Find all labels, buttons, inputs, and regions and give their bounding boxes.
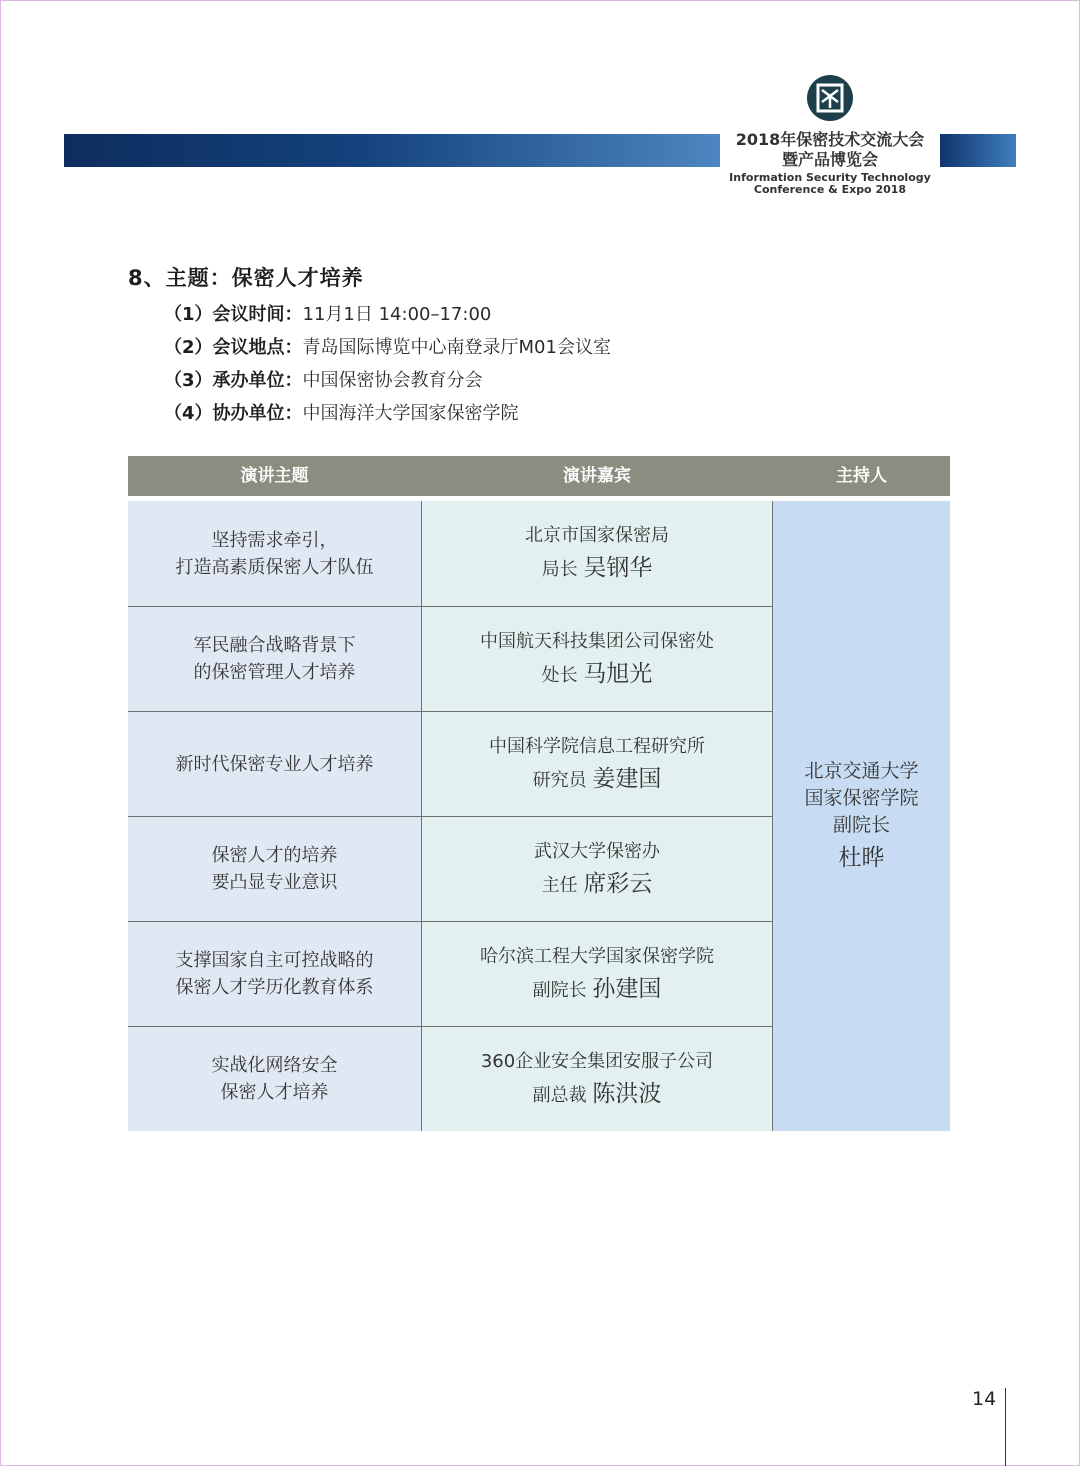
conference-logo-icon — [806, 74, 854, 122]
speaker-org: 哈尔滨工程大学国家保密学院 — [480, 945, 714, 967]
conference-title-line2: 暨产品博览会 — [781, 150, 878, 169]
speaker-cell — [421, 607, 773, 711]
host-org-line2: 国家保密学院 — [804, 786, 919, 809]
speaker-cell — [421, 817, 773, 921]
topic-cell — [128, 1027, 421, 1131]
speaker-person — [533, 974, 662, 1006]
header-speaker: 演讲嘉宾 — [563, 466, 631, 486]
detail-co-organizer — [164, 399, 519, 425]
speaker-title: 研究员 — [532, 769, 587, 791]
host-cell — [773, 501, 950, 1131]
host-title: 副院长 — [832, 813, 890, 836]
detail-label: （2）会议地点： — [164, 337, 303, 358]
topic-line: 新时代保密专业人才培养 — [175, 753, 374, 775]
conference-title-line1: 2018年保密技术交流大会 — [735, 130, 925, 149]
topic-cell — [128, 501, 421, 606]
detail-value: 青岛国际博览中心南登录厅M01会议室 — [302, 337, 611, 358]
topic-line: 实战化网络安全 — [211, 1055, 338, 1076]
speaker-person — [542, 553, 653, 585]
conference-title — [722, 130, 938, 170]
topic-line: 坚持需求牵引， — [211, 529, 338, 551]
topic-cell — [128, 712, 421, 816]
table-header — [128, 456, 950, 496]
detail-venue — [164, 333, 611, 359]
detail-label: （3）承办单位： — [164, 370, 303, 391]
speaker-name: 吴钢华 — [583, 555, 653, 581]
speaker-org: 中国航天科技集团公司保密处 — [480, 630, 714, 652]
section-title: 8、主题：保密人才培养 — [128, 266, 364, 290]
conference-en-line1: Information Security Technology — [729, 171, 931, 184]
detail-value: 11月1日 14:00–17:00 — [302, 304, 492, 325]
speaker-name: 孙建国 — [592, 975, 662, 1002]
header-band-right — [940, 134, 1016, 167]
speaker-name: 陈洪波 — [592, 1080, 662, 1107]
host-org-line1: 北京交通大学 — [804, 759, 919, 782]
speaker-person — [542, 659, 653, 691]
speaker-org: 360企业安全集团安服子公司 — [480, 1050, 714, 1072]
detail-label: （4）协办单位： — [164, 403, 303, 424]
conference-en-line2: Conference & Expo 2018 — [753, 183, 907, 196]
topic-line: 的保密管理人才培养 — [193, 662, 356, 683]
header-topic: 演讲主题 — [240, 466, 309, 486]
topic-cell — [128, 922, 421, 1026]
detail-organizer — [164, 366, 483, 392]
speaker-name: 马旭光 — [583, 660, 653, 687]
speaker-org: 武汉大学保密办 — [534, 840, 660, 862]
page-number-rule — [1005, 1388, 1006, 1466]
speaker-cell — [421, 501, 773, 606]
topic-line: 保密人才培养 — [220, 1082, 329, 1103]
host-name: 杜晔 — [838, 844, 885, 871]
topic-line: 要凸显专业意识 — [211, 872, 338, 893]
speaker-person — [542, 869, 653, 901]
speaker-org: 北京市国家保密局 — [525, 525, 669, 546]
speaker-person — [533, 1079, 662, 1111]
speaker-person — [533, 764, 662, 796]
speaker-cell — [421, 1027, 773, 1131]
topic-cell — [128, 607, 421, 711]
topic-cell — [128, 817, 421, 921]
header-host: 主持人 — [836, 466, 887, 486]
speaker-title: 主任 — [541, 874, 578, 896]
topic-line: 保密人才学历化教育体系 — [175, 977, 374, 998]
speaker-name: 姜建国 — [592, 765, 662, 792]
detail-value: 中国海洋大学国家保密学院 — [302, 403, 519, 424]
speaker-cell — [421, 922, 773, 1026]
conference-english-title — [722, 172, 938, 196]
detail-time — [164, 300, 491, 326]
detail-value: 中国保密协会教育分会 — [302, 370, 483, 391]
page-number: 14 — [972, 1388, 997, 1410]
detail-label: （1）会议时间： — [164, 304, 303, 325]
speaker-title: 副总裁 — [532, 1084, 587, 1106]
speaker-org: 中国科学院信息工程研究所 — [489, 735, 705, 757]
topic-line: 保密人才的培养 — [211, 845, 338, 866]
speaker-title: 副院长 — [532, 979, 587, 1001]
speaker-name: 席彩云 — [583, 870, 653, 897]
schedule-table — [128, 456, 950, 1131]
topic-line: 军民融合战略背景下 — [193, 635, 356, 656]
topic-line: 支撑国家自主可控战略的 — [175, 950, 374, 971]
speaker-cell — [421, 712, 773, 816]
topic-line: 打造高素质保密人才队伍 — [175, 556, 374, 578]
header-band-left — [64, 134, 720, 167]
speaker-title: 局长 — [541, 559, 578, 580]
speaker-title: 处长 — [541, 664, 578, 686]
